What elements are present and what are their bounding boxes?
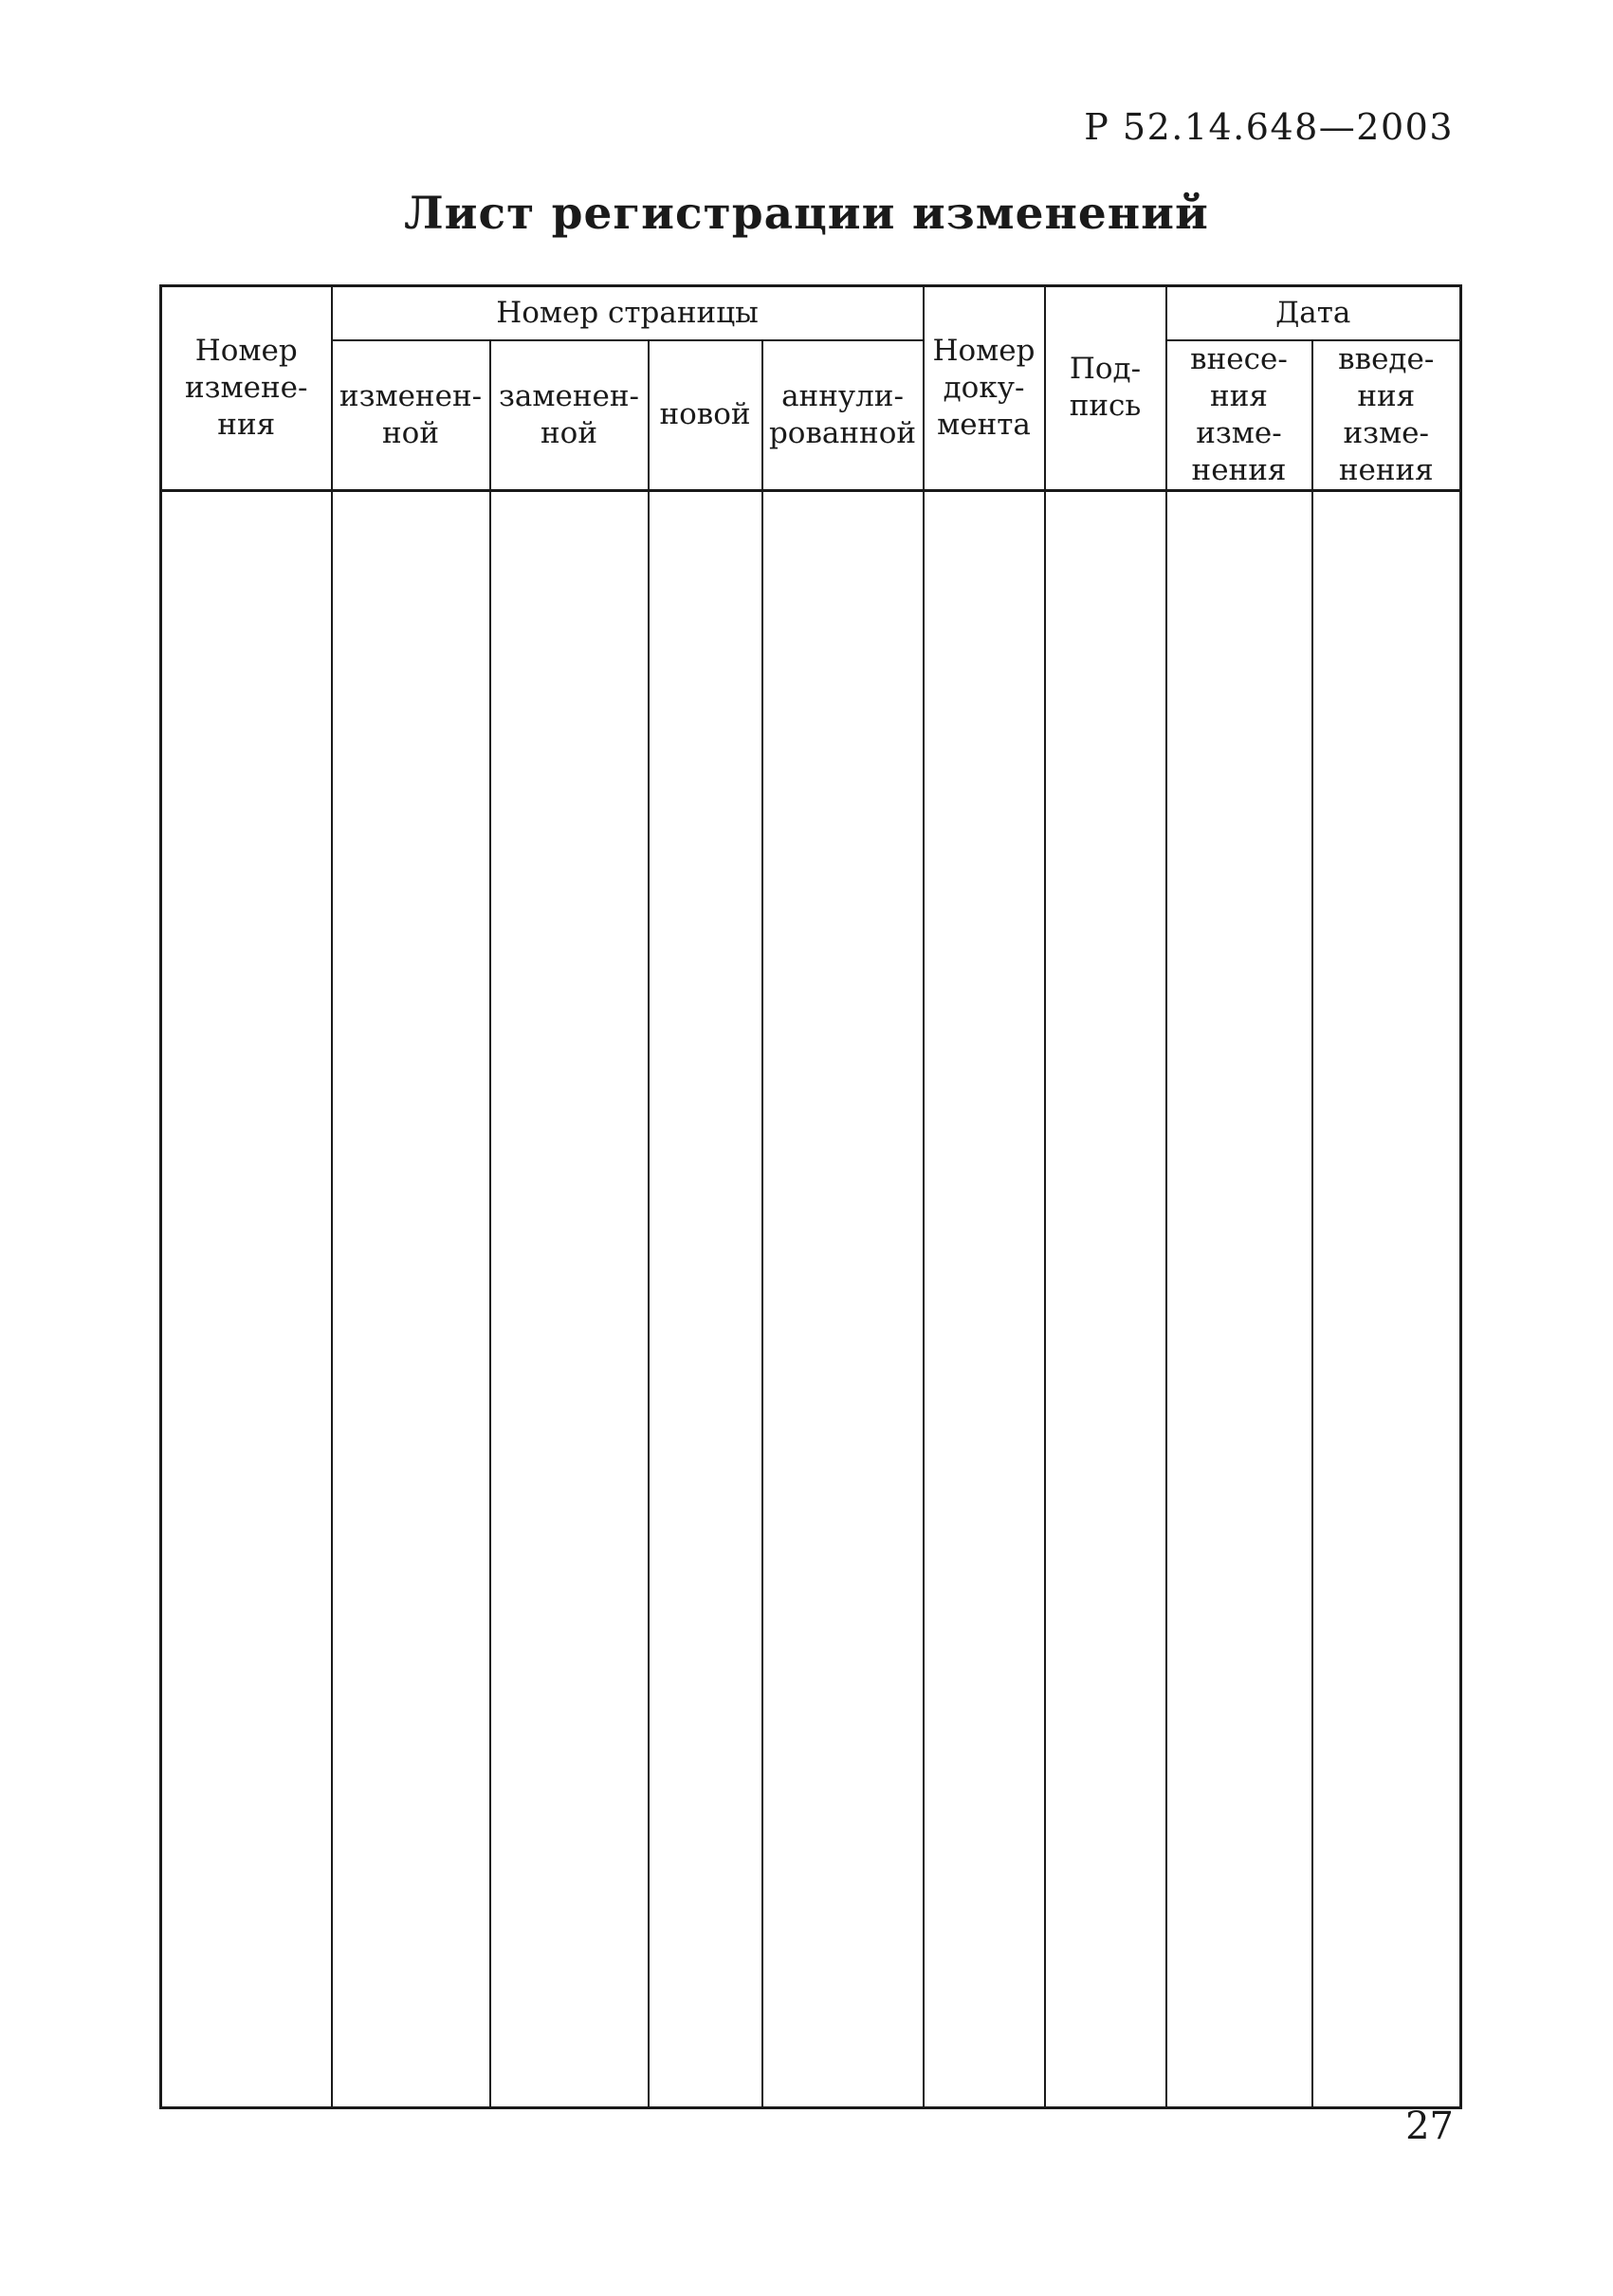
- table-cell-new-page: [649, 490, 762, 2107]
- page-title: Лист регистрации изменений: [404, 188, 1209, 240]
- document-code: Р 52.14.648—2003: [1084, 106, 1454, 148]
- column-header-new-page: новой: [649, 340, 762, 491]
- column-header-document-number: Номер доку- мента: [924, 286, 1045, 491]
- change-registration-table: [159, 284, 1462, 2109]
- column-header-signature: Под- пись: [1045, 286, 1166, 491]
- column-group-page-number: Номер страницы: [332, 286, 924, 340]
- table-cell-changed-page: [332, 490, 490, 2107]
- table-cell-date-effective: [1312, 490, 1461, 2107]
- table-header-row: [161, 286, 1461, 340]
- page-number: 27: [1405, 2105, 1454, 2148]
- column-header-change-number: Номер измене- ния: [161, 286, 332, 491]
- column-header-annulled-page: аннули- рованной: [762, 340, 924, 491]
- table-cell-date-entry: [1166, 490, 1312, 2107]
- column-header-changed-page: изменен- ной: [332, 340, 490, 491]
- table-subheader-row: [161, 340, 1461, 491]
- table-cell-replaced-page: [490, 490, 649, 2107]
- column-header-date-effective: введе- ния изме- нения: [1312, 340, 1461, 491]
- table-row: [161, 490, 1461, 2107]
- table-cell-signature: [1045, 490, 1166, 2107]
- column-group-date: Дата: [1166, 286, 1461, 340]
- column-header-replaced-page: заменен- ной: [490, 340, 649, 491]
- table-cell-annulled-page: [762, 490, 924, 2107]
- table-cell-document-number: [924, 490, 1045, 2107]
- table-cell-change-number: [161, 490, 332, 2107]
- column-header-date-entry: внесе- ния изме- нения: [1166, 340, 1312, 491]
